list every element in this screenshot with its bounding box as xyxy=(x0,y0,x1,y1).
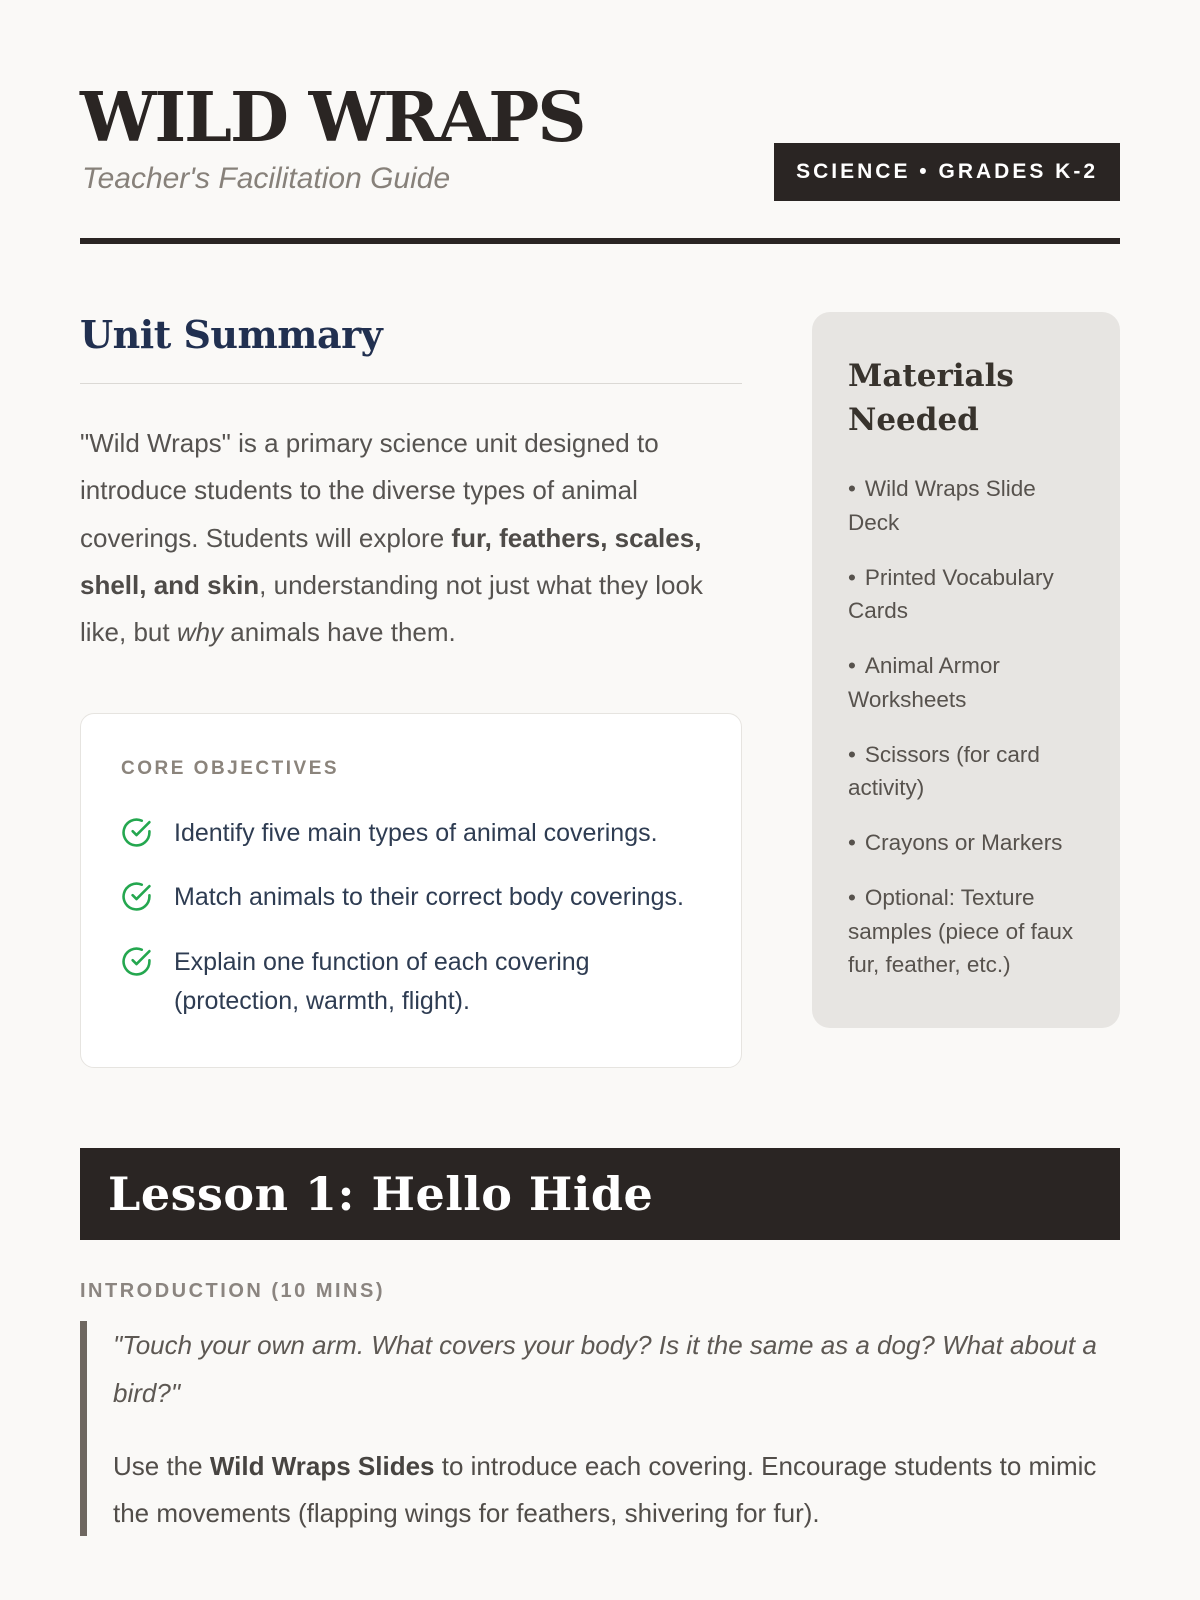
page-subtitle: Teacher's Facilitation Guide xyxy=(82,162,451,195)
page-title: WILD WRAPS xyxy=(80,78,585,158)
unit-summary-divider xyxy=(80,383,742,384)
material-item xyxy=(848,472,1086,540)
bullet-icon: • xyxy=(848,741,856,767)
core-objectives-label: CORE OBJECTIVES xyxy=(121,757,340,779)
bullet-icon: • xyxy=(848,476,856,502)
unit-summary-paragraph xyxy=(80,420,742,657)
summary-text-italic: why xyxy=(176,617,224,648)
material-item xyxy=(848,649,1086,717)
instruction-text-end: to introduce each covering. Encourage students to mimic the movements (flapping wings for feathers, shivering for fur). xyxy=(113,1450,1097,1528)
objective-item xyxy=(121,878,701,917)
header-divider xyxy=(80,238,1120,244)
objective-item xyxy=(121,814,701,853)
subject-grade-badge: SCIENCE • GRADES K-2 xyxy=(774,143,1120,201)
material-text: Optional: Texture samples (piece of faux fur, feather, etc.) xyxy=(848,884,1074,978)
bullet-icon: • xyxy=(848,653,856,679)
instruction-text-bold: Wild Wraps Slides xyxy=(209,1450,435,1481)
check-circle-icon xyxy=(121,817,152,848)
summary-text-end: animals have them. xyxy=(223,617,456,648)
instruction-text-start: Use the xyxy=(113,1450,210,1481)
materials-heading: Materials Needed xyxy=(848,358,1014,439)
bullet-icon: • xyxy=(848,564,856,590)
summary-text-bold: fur, feathers, scales, shell, and skin xyxy=(80,522,702,600)
page-header xyxy=(80,0,1120,244)
objective-text: Identify five main types of animal coverings. xyxy=(174,818,658,847)
check-circle-icon xyxy=(121,946,152,977)
instruction-paragraph xyxy=(113,1443,1100,1537)
materials-needed-card xyxy=(812,312,1120,1028)
material-item xyxy=(848,561,1086,629)
material-text: Scissors (for card activity) xyxy=(848,741,1040,801)
unit-summary-section xyxy=(80,312,742,1068)
material-text: Printed Vocabulary Cards xyxy=(848,564,1054,624)
main-content xyxy=(80,312,1120,1068)
introduction-block xyxy=(80,1321,1100,1537)
introduction-label: INTRODUCTION (10 MINS) xyxy=(80,1279,385,1302)
bullet-icon: • xyxy=(848,830,856,856)
material-item xyxy=(848,881,1086,982)
lesson-banner xyxy=(80,1148,1120,1240)
summary-text-start: "Wild Wraps" is a primary science unit designed to introduce students to the diverse types of animal coverings. Students will explore xyxy=(80,428,659,553)
material-text: Animal Armor Worksheets xyxy=(848,653,1000,712)
unit-summary-heading: Unit Summary xyxy=(80,312,383,357)
objective-text: Match animals to their correct body coverings. xyxy=(174,883,684,912)
objective-text: Explain one function of each covering (protection, warmth, flight). xyxy=(174,948,590,1015)
lesson-1-section xyxy=(80,1148,1120,1537)
material-item xyxy=(848,826,1086,860)
core-objectives-card xyxy=(80,713,742,1068)
bullet-icon: • xyxy=(848,884,856,910)
material-text: Wild Wraps Slide Deck xyxy=(848,476,1036,535)
objective-item xyxy=(121,943,701,1021)
material-item xyxy=(848,738,1086,806)
summary-text-mid: , understanding not just what they look like, but xyxy=(80,569,703,648)
check-circle-icon xyxy=(121,881,152,912)
material-text: Crayons or Markers xyxy=(864,830,1063,856)
lesson-title: Lesson 1: Hello Hide xyxy=(108,1166,654,1221)
teacher-script-quote: "Touch your own arm. What covers your body? Is it the same as a dog? What about a bird?" xyxy=(113,1329,1097,1408)
